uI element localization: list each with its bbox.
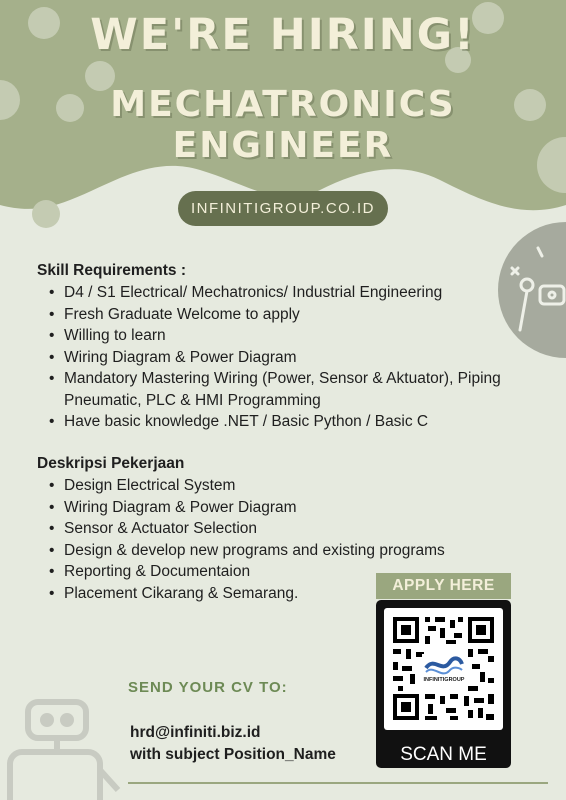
list-item: • Fresh Graduate Welcome to apply <box>64 304 527 326</box>
list-item: • Sensor & Actuator Selection <box>64 518 507 540</box>
qr-code-card[interactable] <box>376 600 511 768</box>
scan-me-label: SCAN ME <box>400 744 487 765</box>
list-item: • Design & develop new programs and existing programs <box>64 540 507 562</box>
role-title-line2: ENGINEER <box>172 125 394 166</box>
list-item: • Reporting & Documentaion <box>64 561 507 583</box>
website-badge[interactable]: INFINITIGROUP.CO.ID <box>178 191 388 226</box>
list-item: • D4 / S1 Electrical/ Mechatronics/ Industrial Engineering <box>64 282 527 304</box>
list-item: • Wiring Diagram & Power Diagram <box>64 497 507 519</box>
footer-divider <box>128 782 548 784</box>
email-subject-instruction: with subject Position_Name <box>130 746 336 763</box>
hiring-title: WE'RE HIRING! <box>90 10 476 60</box>
list-item: • Placement Cikarang & Semarang. <box>64 583 507 605</box>
list-item: • Mandatory Mastering Wiring (Power, Sensor & Aktuator), Piping Pneumatic, PLC & HMI Programming <box>64 368 527 411</box>
qr-code-pattern <box>384 608 503 730</box>
skills-list <box>37 282 527 433</box>
list-item: • Design Electrical System <box>64 475 507 497</box>
send-cv-heading: SEND YOUR CV TO: <box>128 679 288 696</box>
apply-here-label: APPLY HERE <box>376 573 511 599</box>
skills-heading: Skill Requirements : <box>37 262 187 279</box>
job-heading: Deskripsi Pekerjaan <box>37 455 185 472</box>
list-item: • Wiring Diagram & Power Diagram <box>64 347 527 369</box>
qr-logo-text: INFINITIGROUP <box>423 677 465 683</box>
list-item: • Willing to learn <box>64 325 527 347</box>
list-item: • Have basic knowledge .NET / Basic Python / Basic C <box>64 411 527 433</box>
role-title-line1: MECHATRONICS <box>110 84 456 125</box>
contact-email[interactable]: hrd@infiniti.biz.id <box>130 724 261 741</box>
skill-requirements-section <box>37 262 527 433</box>
qr-code[interactable] <box>384 608 503 730</box>
